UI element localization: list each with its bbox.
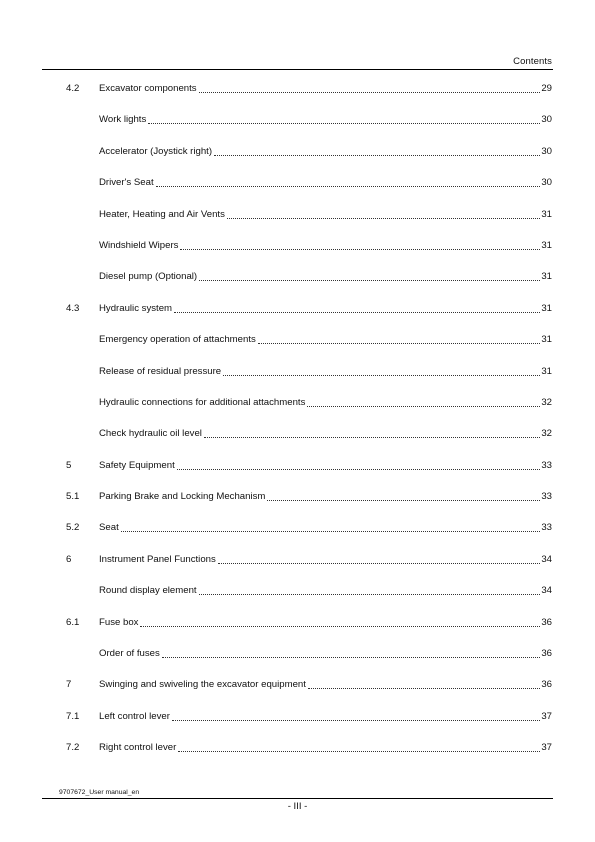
toc-entry-page: 32 xyxy=(541,396,552,408)
toc-entry-page: 33 xyxy=(541,491,552,503)
toc-entry-label: Safety Equipment xyxy=(99,459,175,471)
toc-dot-leader xyxy=(267,499,540,501)
toc-entry-body xyxy=(99,585,552,597)
toc-entry-label: Release of residual pressure xyxy=(99,365,222,377)
footer-document-id: 9707672_User manual_en xyxy=(59,789,140,796)
toc-entry-body xyxy=(99,114,552,126)
toc-dot-leader xyxy=(308,687,540,689)
toc-dot-leader xyxy=(174,311,540,313)
toc-entry-page: 36 xyxy=(541,679,552,691)
toc-dot-leader xyxy=(227,217,540,219)
toc-entry-body xyxy=(99,334,552,346)
toc-entry[interactable] xyxy=(66,554,552,585)
toc-entry-page: 30 xyxy=(541,114,552,126)
toc-dot-leader xyxy=(214,154,540,156)
toc-entry-label: Right control lever xyxy=(99,742,177,754)
toc-dot-leader xyxy=(199,91,541,93)
toc-entry-page: 36 xyxy=(541,616,552,628)
toc-entry-label: Parking Brake and Locking Mechanism xyxy=(99,491,266,503)
toc-dot-leader xyxy=(199,279,540,281)
toc-entry[interactable] xyxy=(66,648,552,679)
toc-entry-page: 30 xyxy=(541,177,552,189)
toc-entry-page: 31 xyxy=(541,302,552,314)
toc-dot-leader xyxy=(140,625,540,627)
toc-entry-number: 5.1 xyxy=(66,491,80,503)
toc-entry[interactable] xyxy=(66,491,552,522)
toc-dot-leader xyxy=(307,405,540,407)
toc-dot-leader xyxy=(204,436,540,438)
footer-page-number: - III - xyxy=(287,801,308,812)
toc-entry-page: 33 xyxy=(541,459,552,471)
toc-entry[interactable] xyxy=(66,460,552,491)
toc-entry-body xyxy=(99,177,552,189)
toc-dot-leader xyxy=(199,593,541,595)
toc-entry-number: 7.2 xyxy=(66,742,80,754)
toc-entry-page: 37 xyxy=(541,710,552,722)
toc-entry[interactable] xyxy=(66,240,552,271)
toc-entry-label: Accelerator (Joystick right) xyxy=(99,145,213,157)
toc-entry-body xyxy=(99,209,552,221)
toc-dot-leader xyxy=(121,530,541,532)
toc-dot-leader xyxy=(178,750,540,752)
toc-entry-label: Work lights xyxy=(99,114,147,126)
toc-entry[interactable] xyxy=(66,679,552,710)
toc-entry[interactable] xyxy=(66,334,552,365)
toc-entry[interactable] xyxy=(66,303,552,334)
toc-dot-leader xyxy=(156,185,541,187)
toc-entry-number: 6 xyxy=(66,553,72,565)
toc-entry-page: 32 xyxy=(541,428,552,440)
toc-entry-page: 33 xyxy=(541,522,552,534)
toc-entry-page: 31 xyxy=(541,365,552,377)
toc-entry-label: Round display element xyxy=(99,585,197,597)
toc-entry-body xyxy=(99,742,552,754)
toc-entry-label: Hydraulic system xyxy=(99,302,173,314)
toc-entry-page: 36 xyxy=(541,648,552,660)
toc-dot-leader xyxy=(162,656,541,658)
toc-entry-label: Swinging and swiveling the excavator equipment xyxy=(99,679,306,691)
toc-entry-label: Excavator components xyxy=(99,83,197,94)
toc-dot-leader xyxy=(148,122,540,124)
toc-dot-leader xyxy=(258,342,541,344)
toc-entry-body xyxy=(99,648,552,660)
toc-entry-label: Windshield Wipers xyxy=(99,239,179,251)
toc-dot-leader xyxy=(223,374,540,376)
toc-entry-page: 31 xyxy=(541,334,552,346)
header-rule xyxy=(42,69,553,70)
toc-entry-page: 29 xyxy=(541,83,552,94)
toc-entry-body xyxy=(99,83,552,95)
toc-entry-label: Check hydraulic oil level xyxy=(99,428,202,440)
toc-entry-page: 34 xyxy=(541,553,552,565)
toc-entry-body xyxy=(99,240,552,252)
footer-rule xyxy=(42,798,553,799)
toc-entry-page: 30 xyxy=(541,145,552,157)
toc-entry-number: 4.2 xyxy=(66,83,80,94)
toc-entry-body xyxy=(99,554,552,566)
toc-entry-body xyxy=(99,679,552,691)
toc-entry-body xyxy=(99,146,552,158)
toc-entry[interactable] xyxy=(66,742,552,773)
toc-entry-page: 34 xyxy=(541,585,552,597)
toc-entry[interactable] xyxy=(66,209,552,240)
toc-entry-number: 5.2 xyxy=(66,522,80,534)
toc-entry-page: 31 xyxy=(541,208,552,220)
toc-entry-label: Seat xyxy=(99,522,119,534)
toc-entry-label: Emergency operation of attachments xyxy=(99,334,256,346)
toc-entry-number: 4.3 xyxy=(66,302,80,314)
toc-entry[interactable] xyxy=(66,366,552,397)
toc-entry-number: 6.1 xyxy=(66,616,80,628)
toc-entry[interactable] xyxy=(66,114,552,145)
toc-entry[interactable] xyxy=(66,617,552,648)
toc-dot-leader xyxy=(218,562,541,564)
toc-entry-body xyxy=(99,522,552,534)
toc-entry[interactable] xyxy=(66,522,552,553)
toc-entry-number: 7.1 xyxy=(66,710,80,722)
toc-entry[interactable] xyxy=(66,146,552,177)
toc-entry-body xyxy=(99,460,552,472)
toc-dot-leader xyxy=(180,248,540,250)
toc-entry-body xyxy=(99,271,552,283)
toc-entry-body xyxy=(99,617,552,629)
toc-entry-page: 31 xyxy=(541,239,552,251)
toc-entry-body xyxy=(99,303,552,315)
toc-entry-body xyxy=(99,366,552,378)
table-of-contents xyxy=(66,83,552,774)
toc-entry[interactable] xyxy=(66,177,552,208)
toc-entry-label: Heater, Heating and Air Vents xyxy=(99,208,225,220)
toc-entry-label: Hydraulic connections for additional attachments xyxy=(99,396,306,408)
toc-entry[interactable] xyxy=(66,83,552,114)
toc-entry-number: 7 xyxy=(66,679,72,691)
toc-entry-label: Driver's Seat xyxy=(99,177,154,189)
toc-entry-body xyxy=(99,491,552,503)
toc-entry-label: Left control lever xyxy=(99,710,170,722)
toc-entry-number: 5 xyxy=(66,459,72,471)
toc-entry-page: 37 xyxy=(541,742,552,754)
toc-entry-label: Fuse box xyxy=(99,616,139,628)
toc-entry-label: Instrument Panel Functions xyxy=(99,553,216,565)
toc-dot-leader xyxy=(172,719,540,721)
toc-entry-label: Order of fuses xyxy=(99,648,160,660)
toc-entry-page: 31 xyxy=(541,271,552,283)
toc-entry[interactable] xyxy=(66,271,552,302)
toc-entry-body xyxy=(99,711,552,723)
toc-entry-body xyxy=(99,397,552,409)
toc-dot-leader xyxy=(177,468,541,470)
toc-entry[interactable] xyxy=(66,585,552,616)
running-header-title: Contents xyxy=(513,56,552,67)
toc-entry[interactable] xyxy=(66,711,552,742)
toc-entry-body xyxy=(99,428,552,440)
toc-entry-label: Diesel pump (Optional) xyxy=(99,271,198,283)
toc-entry[interactable] xyxy=(66,397,552,428)
toc-entry[interactable] xyxy=(66,428,552,459)
